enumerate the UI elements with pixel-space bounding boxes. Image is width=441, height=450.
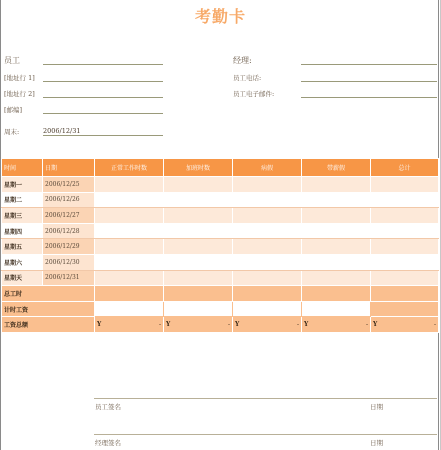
phone-label: 员工电话: [233,74,262,82]
amount-dash: - [433,321,436,329]
header-date: 日期 [43,159,95,177]
manager-field[interactable] [301,64,437,65]
employee-field[interactable] [43,64,163,65]
cell-total[interactable] [371,208,439,224]
pay-regular [95,317,164,333]
pay-vacation [302,317,371,333]
pay-total [371,317,439,333]
row-day: 星期三 [2,208,43,224]
cell-sick[interactable] [233,208,302,224]
manager-label: 经理: [233,56,252,65]
cell-regular[interactable] [95,192,164,208]
timecard-table [1,158,439,333]
row-day: 星期五 [2,239,43,255]
total-regular[interactable] [95,286,164,302]
header-regular-hours: 正常工作时数 [95,159,164,177]
row-day: 星期天 [2,270,43,286]
currency-symbol: Y [304,321,309,329]
total-sick[interactable] [233,286,302,302]
address2-field[interactable] [43,97,163,98]
cell-total[interactable] [371,239,439,255]
cell-vacation[interactable] [302,208,371,224]
header-total: 总计 [371,159,439,177]
page-title: 考勤卡 [194,7,246,26]
cell-sick[interactable] [233,270,302,286]
cell-overtime[interactable] [164,223,233,239]
row-date[interactable]: 2006/12/27 [43,208,95,224]
phone-field[interactable] [301,81,437,82]
cell-vacation[interactable] [302,177,371,193]
table-row [2,254,439,270]
currency-symbol: Y [373,321,378,329]
week-end-value[interactable]: 2006/12/31 [43,127,81,135]
total-total[interactable] [371,286,439,302]
employee-signature-line[interactable] [94,398,437,399]
amount-dash: - [158,321,161,329]
currency-symbol: Y [166,321,171,329]
table-row [2,223,439,239]
table-row [2,208,439,224]
manager-date-label: 日期 [370,439,383,447]
cell-vacation[interactable] [302,270,371,286]
row-day: 星期四 [2,223,43,239]
amount-dash: - [365,321,368,329]
row-day: 星期六 [2,254,43,270]
cell-overtime[interactable] [164,192,233,208]
row-day: 星期二 [2,192,43,208]
table-header-row [2,159,439,177]
row-date[interactable]: 2006/12/25 [43,177,95,193]
cell-sick[interactable] [233,254,302,270]
cell-overtime[interactable] [164,208,233,224]
hourly-wage-row [2,301,439,317]
pay-sick [233,317,302,333]
week-end-label: 周末: [4,128,20,136]
cell-sick[interactable] [233,223,302,239]
cell-sick[interactable] [233,239,302,255]
email-field[interactable] [301,97,437,98]
row-date[interactable]: 2006/12/26 [43,192,95,208]
amount-dash: - [296,321,299,329]
zip-label: [邮编] [4,106,23,114]
cell-total[interactable] [371,177,439,193]
table-row [2,177,439,193]
address1-field[interactable] [43,81,163,82]
pay-overtime [164,317,233,333]
total-hours-label: 总工时 [2,286,95,302]
cell-regular[interactable] [95,223,164,239]
total-pay-label: 工资总额 [2,317,95,333]
cell-vacation[interactable] [302,239,371,255]
total-pay-row [2,317,439,333]
manager-signature-line[interactable] [94,434,437,435]
row-date[interactable]: 2006/12/28 [43,223,95,239]
cell-sick[interactable] [233,177,302,193]
address1-label: [地址行 1] [4,74,35,82]
header-sick: 病假 [233,159,302,177]
cell-total[interactable] [371,223,439,239]
zip-field[interactable] [43,113,163,114]
cell-vacation[interactable] [302,223,371,239]
total-overtime[interactable] [164,286,233,302]
employee-date-label: 日期 [370,403,383,411]
cell-regular[interactable] [95,239,164,255]
cell-total[interactable] [371,270,439,286]
cell-overtime[interactable] [164,270,233,286]
wage-regular[interactable] [95,301,164,317]
row-date[interactable]: 2006/12/31 [43,270,95,286]
header-overtime: 加班时数 [164,159,233,177]
wage-overtime[interactable] [164,301,233,317]
hourly-wage-label: 计时工资 [2,301,95,317]
cell-overtime[interactable] [164,254,233,270]
email-label: 员工电子邮件: [233,90,275,98]
currency-symbol: Y [97,321,102,329]
cell-overtime[interactable] [164,239,233,255]
cell-regular[interactable] [95,208,164,224]
total-vacation[interactable] [302,286,371,302]
cell-regular[interactable] [95,177,164,193]
employee-signature-label: 员工签名 [95,403,121,411]
row-date[interactable]: 2006/12/29 [43,239,95,255]
wage-total [371,301,439,317]
row-date[interactable]: 2006/12/30 [43,254,95,270]
amount-dash: - [227,321,230,329]
wage-sick[interactable] [233,301,302,317]
cell-overtime[interactable] [164,177,233,193]
week-end-underline [43,135,163,136]
manager-signature-label: 经理签名 [95,439,121,447]
row-day: 星期一 [2,177,43,193]
cell-regular[interactable] [95,254,164,270]
cell-vacation[interactable] [302,192,371,208]
header-vacation: 带薪假 [302,159,371,177]
address2-label: [地址行 2] [4,90,35,98]
table-row [2,239,439,255]
wage-vacation[interactable] [302,301,371,317]
table-row [2,192,439,208]
table-row [2,270,439,286]
employee-label: 员工 [4,56,20,65]
currency-symbol: Y [235,321,240,329]
cell-sick[interactable] [233,192,302,208]
cell-total[interactable] [371,254,439,270]
cell-vacation[interactable] [302,254,371,270]
total-hours-row [2,286,439,302]
cell-total[interactable] [371,192,439,208]
cell-regular[interactable] [95,270,164,286]
header-time: 时间 [2,159,43,177]
